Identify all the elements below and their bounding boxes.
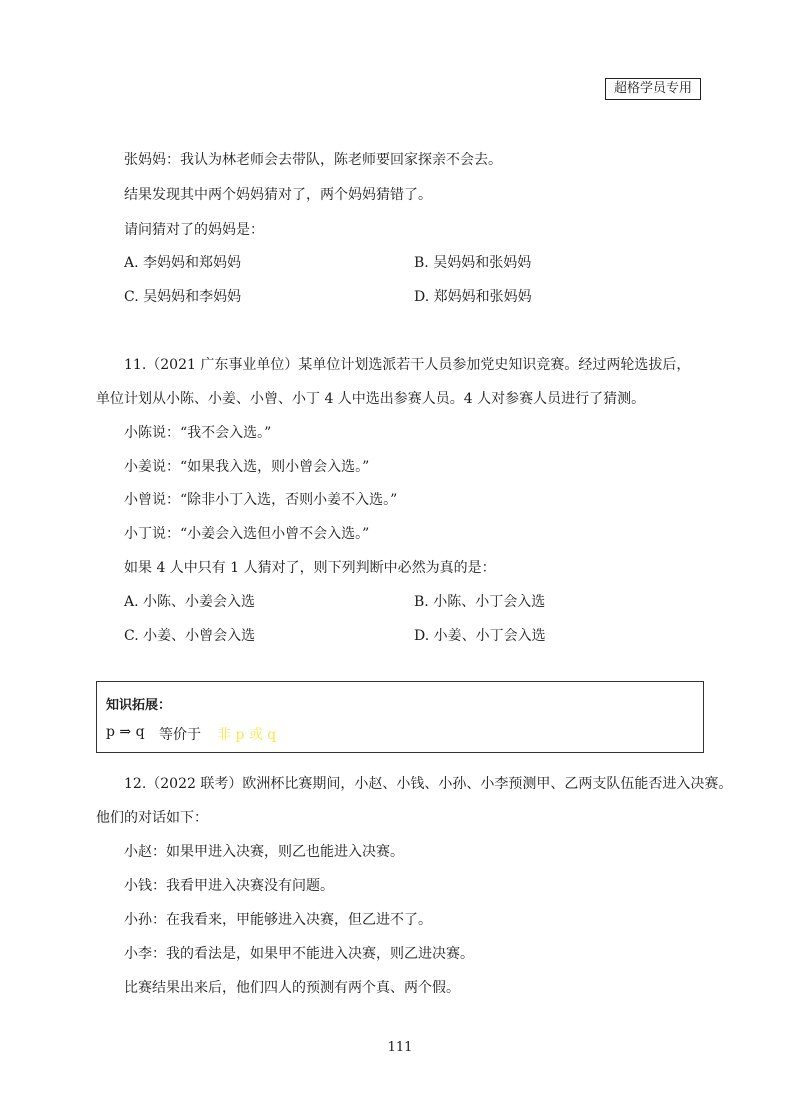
q11-option-b[interactable]: B. 小陈、小丁会入选: [414, 594, 546, 610]
q11-statement-chen: 小陈说：“我不会入选。”: [124, 425, 272, 441]
q10-line-zhang: 张妈妈：我认为林老师会去带队，陈老师要回家探亲不会去。: [124, 152, 502, 168]
user-only-tag: 超格学员专用: [605, 78, 701, 100]
q12-statement-li: 小李：我的看法是，如果甲不能进入决赛，则乙进决赛。: [124, 946, 474, 962]
q11-option-d[interactable]: D. 小姜、小丁会入选: [414, 628, 546, 644]
q11-stem-line1: 11.（2021 广东事业单位）某单位计划选派若干人员参加党史知识竞赛。经过两轮选拔后，: [124, 357, 691, 373]
q11-statement-zeng: 小曾说：“除非小丁入选，否则小姜不入选。”: [124, 492, 398, 508]
q11-option-a[interactable]: A. 小陈、小姜会入选: [124, 594, 256, 610]
q11-statement-ding: 小丁说：“小姜会入选但小曾不会入选。”: [124, 526, 370, 542]
knowledge-title: 知识拓展：: [106, 698, 172, 713]
q12-stem-line2: 他们的对话如下：: [96, 810, 208, 826]
q12-result-line: 比赛结果出来后，他们四人的预测有两个真、两个假。: [124, 980, 460, 996]
page-number: 111: [387, 1040, 413, 1055]
knowledge-box: [96, 681, 704, 753]
q12-stem-line1: 12.（2022 联考）欧洲杯比赛期间，小赵、小钱、小孙、小李预测甲、乙两支队伍能否进入决赛。: [124, 776, 733, 792]
q10-option-b[interactable]: B. 吴妈妈和张妈妈: [414, 255, 532, 271]
q12-statement-zhao: 小赵：如果甲进入决赛，则乙也能进入决赛。: [124, 844, 404, 860]
knowledge-answer: 非 p 或 q: [217, 727, 277, 743]
q10-question: 请问猜对了的妈妈是：: [124, 222, 264, 238]
q10-result-line: 结果发现其中两个妈妈猜对了，两个妈妈猜错了。: [124, 187, 432, 203]
q12-statement-qian: 小钱：我看甲进入决赛没有问题。: [124, 878, 334, 894]
q11-stem-line2: 单位计划从小陈、小姜、小曾、小丁 4 人中选出参赛人员。4 人对参赛人员进行了猜测。: [96, 391, 646, 407]
q10-option-d[interactable]: D. 郑妈妈和张妈妈: [414, 289, 532, 305]
knowledge-equivalent-label: 等价于: [159, 727, 201, 743]
knowledge-formula: p ⇒ q: [106, 724, 145, 740]
q12-statement-sun: 小孙：在我看来，甲能够进入决赛，但乙进不了。: [124, 912, 432, 928]
q11-question: 如果 4 人中只有 1 人猜对了，则下列判断中必然为真的是：: [124, 560, 496, 576]
q11-statement-jiang: 小姜说：“如果我入选，则小曾会入选。”: [124, 459, 370, 475]
q10-option-c[interactable]: C. 吴妈妈和李妈妈: [124, 289, 242, 305]
q11-option-c[interactable]: C. 小姜、小曾会入选: [124, 628, 256, 644]
q10-option-a[interactable]: A. 李妈妈和郑妈妈: [124, 255, 242, 271]
